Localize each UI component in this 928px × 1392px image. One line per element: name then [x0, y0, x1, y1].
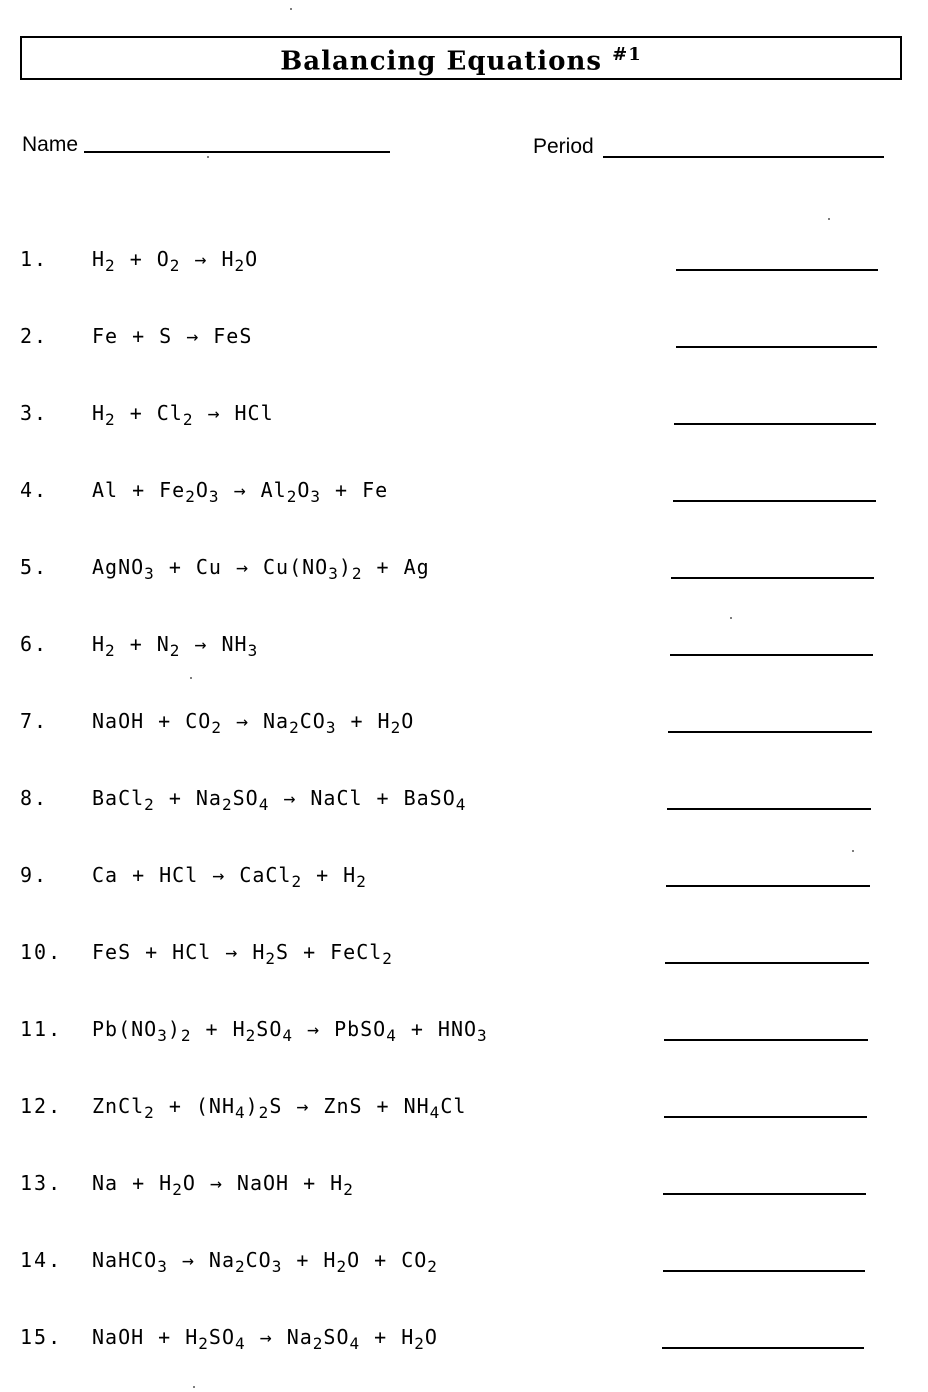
chemical-formula: $NH_3$ [221, 632, 259, 660]
chemical-formula: BaCl$_2$ [92, 786, 155, 814]
chemical-formula: $CO_2$ [185, 709, 222, 737]
chemical-equation [92, 1171, 354, 1199]
chemical-formula: $H_2$ [92, 632, 116, 660]
reaction-arrow: → [207, 401, 221, 425]
chemical-formula: Na [92, 1171, 119, 1195]
reaction-arrow: → [307, 1017, 321, 1041]
chemical-formula: $Na_2SO_4$ [286, 1325, 361, 1353]
chemical-formula: NaOH [236, 1171, 290, 1195]
chemical-formula: NaOH [92, 1325, 145, 1349]
plus-sign: + [410, 1017, 424, 1041]
plus-sign: + [376, 555, 390, 579]
plus-sign: + [205, 1017, 219, 1041]
question-number: 15. [20, 1325, 63, 1349]
chemical-formula: $H_2S$ [252, 940, 290, 968]
chemical-formula: AgNO$_3$ [92, 555, 155, 583]
chemical-formula: ZnS [323, 1094, 363, 1118]
answer-blank[interactable] [666, 885, 870, 887]
answer-blank[interactable] [664, 1116, 867, 1118]
chemical-formula: $N_2$ [156, 632, 181, 660]
chemical-formula: $NH_4Cl$ [403, 1094, 467, 1122]
reaction-arrow: → [296, 1094, 310, 1118]
chemical-formula: BaSO$_4$ [403, 786, 467, 814]
chemical-formula: $Na_2CO_3$ [208, 1248, 283, 1276]
chemical-formula: $H_2$ [92, 247, 116, 275]
chemical-formula: NaHCO$_3$ [92, 1248, 168, 1276]
chemical-equation [92, 1248, 438, 1276]
chemical-formula: $Cl_2$ [156, 401, 194, 429]
chemical-formula: PbSO$_4$ [334, 1017, 397, 1045]
chemical-formula: S [159, 324, 173, 348]
reaction-arrow: → [225, 940, 239, 964]
chemical-equation [92, 863, 367, 891]
chemical-equation [92, 401, 274, 429]
chemical-formula: HCl [159, 863, 199, 887]
speck [730, 617, 732, 619]
plus-sign: + [129, 401, 143, 425]
question-number: 1. [20, 247, 49, 271]
answer-blank[interactable] [676, 269, 878, 271]
plus-sign: + [168, 786, 182, 810]
chemical-formula: $H_2O$ [377, 709, 415, 737]
answer-blank[interactable] [670, 654, 873, 656]
period-label: Period [533, 135, 594, 158]
reaction-arrow: → [181, 1248, 195, 1272]
speck [193, 1386, 195, 1388]
chemical-formula: Ag [403, 555, 430, 579]
plus-sign: + [303, 1171, 317, 1195]
chemical-formula: Al [92, 478, 119, 502]
answer-blank[interactable] [664, 1039, 868, 1041]
plus-sign: + [374, 1248, 388, 1272]
chemical-equation [92, 632, 258, 660]
plus-sign: + [376, 786, 390, 810]
plus-sign: + [376, 1094, 390, 1118]
question-number: 9. [20, 863, 49, 887]
question-number: 3. [20, 401, 49, 425]
answer-blank[interactable] [665, 962, 869, 964]
chemical-formula: NaCl [310, 786, 363, 810]
chemical-formula: $H_2O$ [401, 1325, 438, 1353]
reaction-arrow: → [194, 632, 208, 656]
chemical-formula: FeCl$_2$ [330, 940, 393, 968]
plus-sign: + [374, 1325, 388, 1349]
chemical-formula: $H_2O$ [159, 1171, 196, 1199]
plus-sign: + [158, 709, 172, 733]
chemical-equation [92, 1325, 438, 1353]
chemical-formula: FeS [213, 324, 253, 348]
chemical-formula: $CO_2$ [401, 1248, 438, 1276]
reaction-arrow: → [233, 478, 247, 502]
chemical-formula: $Na_2CO_3$ [263, 709, 337, 737]
chemical-equation [92, 709, 414, 737]
reaction-arrow: → [209, 1171, 223, 1195]
reaction-arrow: → [259, 1325, 273, 1349]
question-number: 5. [20, 555, 49, 579]
plus-sign: + [132, 863, 146, 887]
reaction-arrow: → [235, 555, 249, 579]
plus-sign: + [129, 247, 143, 271]
plus-sign: + [350, 709, 364, 733]
reaction-arrow: → [186, 324, 200, 348]
plus-sign: + [296, 1248, 310, 1272]
speck [852, 850, 854, 852]
chemical-equation [92, 1017, 488, 1045]
plus-sign: + [168, 555, 182, 579]
plus-sign: + [129, 632, 143, 656]
chemical-equation [92, 940, 393, 968]
answer-blank[interactable] [663, 1193, 866, 1195]
name-field[interactable] [84, 151, 390, 153]
chemical-formula: $Na_2SO_4$ [195, 786, 270, 814]
chemical-equation [92, 555, 430, 583]
plus-sign: + [316, 863, 330, 887]
answer-blank[interactable] [673, 500, 876, 502]
chemical-formula: $O_2$ [156, 247, 181, 275]
name-label: Name [22, 133, 79, 156]
question-number: 8. [20, 786, 49, 810]
chemical-formula: $Cu(NO_3)_2$ [263, 555, 363, 583]
question-number: 11. [20, 1017, 63, 1041]
plus-sign: + [335, 478, 349, 502]
answer-blank[interactable] [671, 577, 874, 579]
chemical-formula: ZnCl$_2$ [92, 1094, 155, 1122]
chemical-formula: FeS [92, 940, 132, 964]
chemical-formula: Fe [362, 478, 389, 502]
reaction-arrow: → [235, 709, 249, 733]
chemical-formula: HCl [234, 401, 274, 425]
reaction-arrow: → [212, 863, 226, 887]
reaction-arrow: → [194, 247, 208, 271]
answer-blank[interactable] [668, 731, 872, 733]
chemical-equation [92, 1094, 466, 1122]
plus-sign: + [145, 940, 159, 964]
plus-sign: + [168, 1094, 182, 1118]
chemical-formula: NaOH [92, 709, 145, 733]
chemical-formula: $H_2SO_4$ [232, 1017, 294, 1045]
question-number: 4. [20, 478, 49, 502]
chemical-equation [92, 247, 258, 275]
question-number: 10. [20, 940, 63, 964]
chemical-formula: $H_2$ [330, 1171, 354, 1199]
answer-blank[interactable] [663, 1270, 865, 1272]
question-number: 12. [20, 1094, 63, 1118]
chemical-formula: $H_2SO_4$ [185, 1325, 246, 1353]
chemical-equation [92, 478, 388, 506]
worksheet-title [22, 44, 900, 77]
title-main: Balancing Equations [280, 46, 613, 77]
chemical-formula: $H_2O$ [323, 1248, 361, 1276]
chemical-formula: HCl [172, 940, 212, 964]
chemical-formula: $H_2$ [343, 863, 367, 891]
question-number: 14. [20, 1248, 63, 1272]
plus-sign: + [132, 1171, 146, 1195]
plus-sign: + [132, 478, 146, 502]
question-number: 13. [20, 1171, 63, 1195]
title-box [20, 36, 902, 80]
chemical-equation [92, 324, 252, 348]
speck [290, 8, 292, 10]
plus-sign: + [132, 324, 146, 348]
chemical-formula: $Al_2O_3$ [260, 478, 322, 506]
answer-blank[interactable] [662, 1347, 864, 1349]
chemical-formula: $Fe_2O_3$ [159, 478, 220, 506]
chemical-equation [92, 786, 466, 814]
question-number: 7. [20, 709, 49, 733]
speck [828, 218, 830, 220]
question-number: 2. [20, 324, 49, 348]
answer-blank[interactable] [667, 808, 871, 810]
chemical-formula: $H_2O$ [221, 247, 259, 275]
speck [207, 156, 209, 158]
chemical-formula: Fe [92, 324, 119, 348]
chemical-formula: $HNO_3$ [437, 1017, 488, 1045]
chemical-formula: $H_2$ [92, 401, 116, 429]
answer-blank[interactable] [676, 346, 877, 348]
speck [190, 677, 192, 679]
period-field[interactable] [603, 156, 884, 158]
chemical-formula: Cu [195, 555, 222, 579]
plus-sign: + [158, 1325, 172, 1349]
chemical-formula: $(NH_4)_2S$ [195, 1094, 283, 1122]
chemical-formula: CaCl$_2$ [239, 863, 303, 891]
chemical-formula: Ca [92, 863, 119, 887]
answer-blank[interactable] [674, 423, 876, 425]
question-number: 6. [20, 632, 49, 656]
plus-sign: + [303, 940, 317, 964]
title-number: #1 [612, 44, 642, 65]
reaction-arrow: → [283, 786, 297, 810]
chemical-formula: $Pb(NO_3)_2$ [92, 1017, 192, 1045]
